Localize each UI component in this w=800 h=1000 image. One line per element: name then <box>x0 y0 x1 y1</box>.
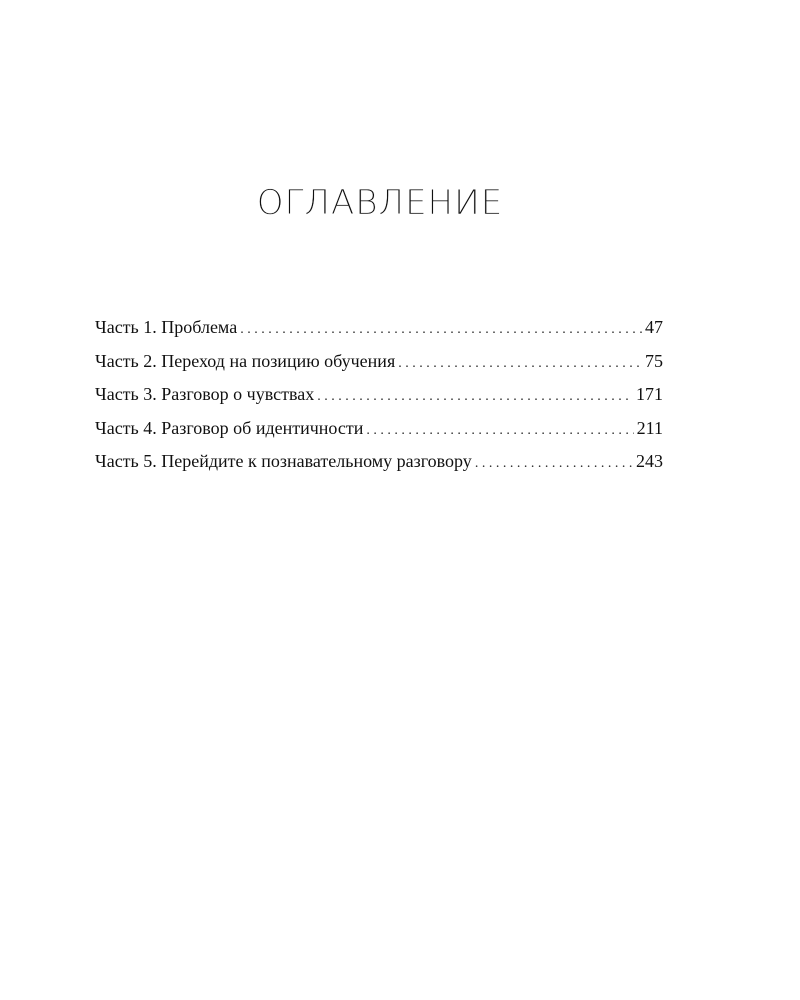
toc-entry-label: Часть 5. Перейдите к познавательному разговору <box>95 451 472 471</box>
toc-entry-part-1[interactable] <box>95 317 663 351</box>
toc-entry-part-4[interactable] <box>95 418 663 452</box>
toc-entry-page: 171 <box>636 384 663 404</box>
toc-entry-page: 75 <box>645 350 663 371</box>
toc-entry-part-2[interactable] <box>95 351 663 385</box>
page-title: ОГЛАВЛЕНИЕ <box>256 183 504 223</box>
toc-entry-label: Часть 4. Разговор об идентичности <box>95 417 364 438</box>
dot-leader <box>475 456 633 472</box>
dot-leader <box>317 389 633 405</box>
toc-entry-page: 243 <box>636 451 663 471</box>
toc-entry-label: Часть 2. Переход на позицию обучения <box>95 350 396 371</box>
dot-leader <box>366 423 633 439</box>
table-of-contents <box>95 317 663 485</box>
toc-entry-part-5[interactable] <box>95 451 663 485</box>
toc-entry-label: Часть 1. Проблема <box>95 317 238 337</box>
dot-leader <box>398 356 642 372</box>
toc-entry-part-3[interactable] <box>95 384 663 418</box>
toc-entry-label: Часть 3. Разговор о чувствах <box>95 384 315 404</box>
toc-entry-page: 211 <box>636 417 663 438</box>
toc-entry-page: 47 <box>645 317 663 337</box>
dot-leader <box>240 322 642 338</box>
